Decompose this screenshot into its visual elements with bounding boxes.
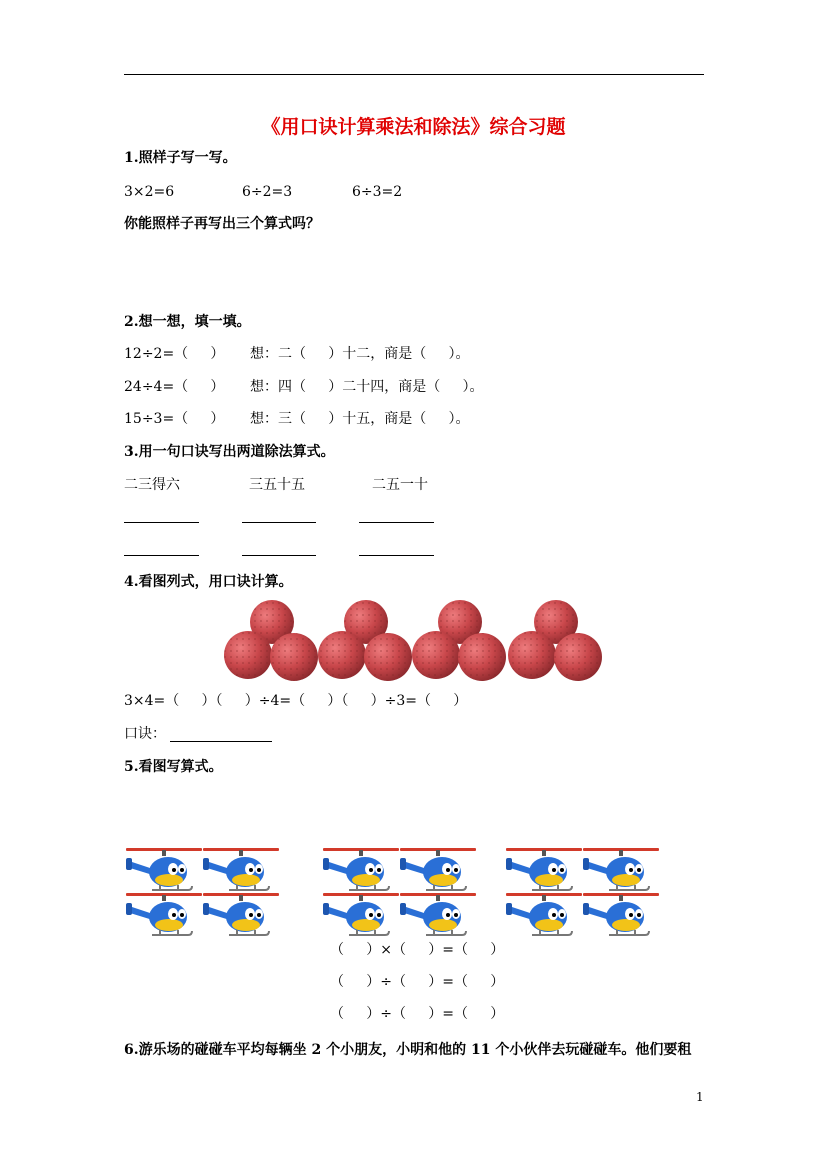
- pupil: [454, 868, 458, 872]
- pupil: [560, 868, 564, 872]
- helicopter: [400, 848, 476, 890]
- q1-example-2: 6÷2=3: [242, 184, 293, 200]
- q4-koujue-label: 口诀：: [124, 726, 166, 742]
- helicopter: [323, 848, 399, 890]
- pupil: [552, 913, 556, 917]
- pupil: [560, 913, 564, 917]
- pupil: [249, 913, 253, 917]
- pupil: [377, 913, 381, 917]
- pupil: [249, 868, 253, 872]
- pupil: [629, 868, 633, 872]
- pupil: [446, 913, 450, 917]
- rotor-mast: [436, 850, 440, 856]
- rotor-mast: [619, 850, 623, 856]
- q1-prompt: 你能照样子再写出三个算式吗？: [124, 216, 320, 232]
- q5-heading: 5.看图写算式。: [124, 759, 223, 775]
- pupil: [172, 913, 176, 917]
- pupil: [552, 868, 556, 872]
- pupil: [629, 913, 633, 917]
- helicopter-belly: [429, 919, 457, 931]
- helicopter-belly: [232, 874, 260, 886]
- pupil: [369, 868, 373, 872]
- rotor-mast: [239, 895, 243, 901]
- q2-row-1-hint: 想：二（ ）十二，商是（ ）。: [250, 346, 470, 362]
- helicopter: [323, 893, 399, 935]
- helicopter: [583, 893, 659, 935]
- q4-heading: 4.看图列式，用口诀计算。: [124, 574, 293, 590]
- tail-fin: [203, 903, 209, 915]
- q2-row-1-equation: 12÷2=（ ）: [124, 346, 225, 362]
- pupil: [369, 913, 373, 917]
- helicopter-belly: [612, 919, 640, 931]
- tail-fin: [400, 903, 406, 915]
- q3-rhyme-3: 二五一十: [372, 477, 428, 493]
- pupil: [257, 868, 261, 872]
- pupil: [454, 913, 458, 917]
- rotor-mast: [542, 895, 546, 901]
- q2-row-3-hint: 想：三（ ）十五，商是（ ）。: [250, 411, 470, 427]
- pupil: [637, 868, 641, 872]
- helicopter: [506, 848, 582, 890]
- rotor-mast: [542, 850, 546, 856]
- tail-fin: [323, 903, 329, 915]
- q5-equation-1: （ ）×（ ）=（ ）: [330, 942, 505, 958]
- pupil: [172, 868, 176, 872]
- q6-text: 6.游乐场的碰碰车平均每辆坐 2 个小朋友，小明和他的 11 个小伙伴去玩碰碰车。他们要租: [124, 1042, 692, 1058]
- tail-fin: [583, 903, 589, 915]
- helicopter-belly: [352, 874, 380, 886]
- helicopter: [203, 893, 279, 935]
- rotor-mast: [162, 895, 166, 901]
- rotor-mast: [239, 850, 243, 856]
- page-number: 1: [696, 1090, 704, 1104]
- helicopter-belly: [155, 919, 183, 931]
- q4-equation: 3×4=（ ）（ ）÷4=（ ）（ ）÷3=（ ）: [124, 693, 468, 709]
- pupil: [180, 913, 184, 917]
- pupil: [446, 868, 450, 872]
- q1-heading: 1.照样子写一写。: [124, 150, 237, 166]
- tail-fin: [506, 858, 512, 870]
- helicopter-belly: [535, 874, 563, 886]
- q3-rhyme-2: 三五十五: [249, 477, 305, 493]
- pupil: [637, 913, 641, 917]
- q2-row-2-hint: 想：四（ ）二十四，商是（ ）。: [250, 379, 484, 395]
- rotor-mast: [162, 850, 166, 856]
- q2-heading: 2.想一想，填一填。: [124, 314, 251, 330]
- tail-fin: [583, 858, 589, 870]
- tail-fin: [506, 903, 512, 915]
- helicopter: [126, 893, 202, 935]
- helicopter: [506, 893, 582, 935]
- helicopter-belly: [232, 919, 260, 931]
- q2-row-3-equation: 15÷3=（ ）: [124, 411, 225, 427]
- q3-heading: 3.用一句口诀写出两道除法算式。: [124, 444, 335, 460]
- pupil: [180, 868, 184, 872]
- rotor-mast: [359, 850, 363, 856]
- helicopter: [126, 848, 202, 890]
- tail-fin: [126, 903, 132, 915]
- helicopter: [400, 893, 476, 935]
- q2-row-2-equation: 24÷4=（ ）: [124, 379, 225, 395]
- helicopter-belly: [155, 874, 183, 886]
- helicopter-belly: [429, 874, 457, 886]
- rotor-mast: [436, 895, 440, 901]
- helicopter: [203, 848, 279, 890]
- pupil: [257, 913, 261, 917]
- helicopter-belly: [352, 919, 380, 931]
- tail-fin: [203, 858, 209, 870]
- q3-rhyme-1: 二三得六: [124, 477, 180, 493]
- tail-fin: [126, 858, 132, 870]
- q1-example-1: 3×2=6: [124, 184, 175, 200]
- page-title: 《用口诀计算乘法和除法》综合习题: [261, 116, 566, 138]
- helicopter-belly: [535, 919, 563, 931]
- pupil: [377, 868, 381, 872]
- tail-fin: [323, 858, 329, 870]
- helicopter-belly: [612, 874, 640, 886]
- q5-equation-2: （ ）÷（ ）=（ ）: [330, 974, 505, 990]
- q1-example-3: 6÷3=2: [352, 184, 403, 200]
- helicopter: [583, 848, 659, 890]
- q5-equation-3: （ ）÷（ ）=（ ）: [330, 1006, 505, 1022]
- rotor-mast: [619, 895, 623, 901]
- rotor-mast: [359, 895, 363, 901]
- tail-fin: [400, 858, 406, 870]
